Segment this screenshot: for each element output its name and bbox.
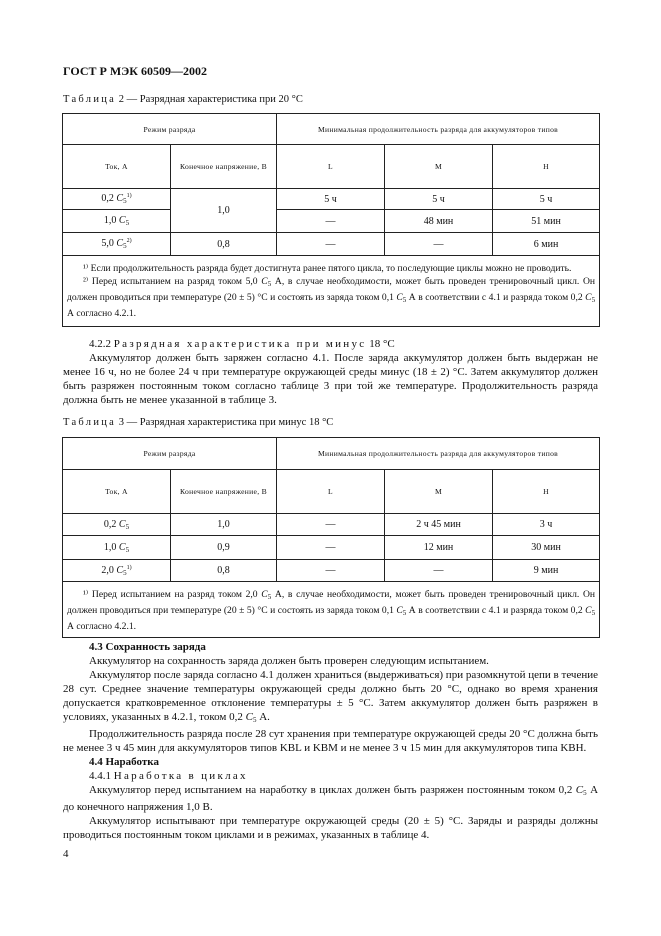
table2-caption-text: 2 — Разрядная характеристика при 20 °С [118,94,303,105]
table2-current-cell: 5,0 $C_5^{2)}$ [63,233,171,256]
table3-current-cell: 0,2 $C_5$ [63,514,171,536]
table2-current-cell: 1,0 $C_5$ [63,210,171,233]
table2-value-cell: 51 мин [493,210,600,233]
table3-voltage-cell: 0,9 [171,536,277,560]
table3-col-voltage: Конечное напряжение, В [171,470,277,514]
table2-value-cell: 48 мин [385,210,493,233]
table3-current-cell: 1,0 $C_5$ [63,536,171,560]
document-header: ГОСТ Р МЭК 60509—2002 [63,64,207,78]
table3-value-cell: — [277,514,385,536]
table3-col-type-m: M [385,470,493,514]
table2 [62,113,600,327]
table3-value-cell: — [277,536,385,560]
table3-voltage-cell: 0,8 [171,560,277,582]
table3 [62,437,600,638]
table3-voltage-cell: 1,0 [171,514,277,536]
section-4-3-heading: 4.3 Сохранность заряда [89,641,206,653]
table3-footnote-1: ¹⁾ Перед испытанием на разряд током 2,0 $C_5$ А, в случае необходимости, может быть проведен тренировочный цикл. Он должен проводиться при температуре (20 ± 5) °С и состоять из заряда током 0,1 $C_5$ А в соответствии с 4.1 и разряда током 0,2 $C_5$ А согласно 4.2.1. [67,589,596,632]
table3-col-current: Ток, А [63,470,171,514]
table2-col-type-l: L [277,145,385,189]
table2-footnotes [63,256,600,327]
table3-duration-header: Минимальная продолжительность разряда для аккумуляторов типов [277,438,600,470]
table-row [63,536,600,560]
section-4-4-heading: 4.4 Наработка [89,756,159,768]
table2-voltage-cell: 1,0 [171,189,277,233]
table3-current-cell: 2,0 $C_5^{1)}$ [63,560,171,582]
table2-value-cell: 5 ч [493,189,600,210]
table3-col-type-h: H [493,470,600,514]
table3-value-cell: 3 ч [493,514,600,536]
section-4-2-2 [63,337,598,407]
table-row [63,210,600,233]
table2-duration-header: Минимальная продолжительность разряда для аккумуляторов типов [277,114,600,145]
table3-mode-header: Режим разряда [63,438,277,470]
table3-value-cell: 9 мин [493,560,600,582]
section-4-3-p1: Аккумулятор на сохранность заряда должен быть проверен следующим испытанием. [89,655,489,667]
table2-caption-word: Таблица [63,94,117,105]
table3-caption-word: Таблица [63,417,117,428]
table2-mode-header: Режим разряда [63,114,277,145]
table2-value-cell: — [277,210,385,233]
table2-col-current: Ток, А [63,145,171,189]
section-4-4-1-p2: Аккумулятор испытывают при температуре окружающей среды (20 ± 5) °С. Заряды и разряды должны проводиться постоянным током циклами и в режимах, указанных в таблице 4. [63,815,598,841]
table2-col-type-m: M [385,145,493,189]
table2-value-cell: 5 ч [277,189,385,210]
section-4-3 [63,640,598,842]
table3-value-cell: 2 ч 45 мин [385,514,493,536]
table-row [63,514,600,536]
table2-col-voltage: Конечное напряжение, В [171,145,277,189]
section-4-2-2-heading: 4.2.2 Разрядная характеристика при минус 18 °С [89,338,395,350]
table3-col-type-l: L [277,470,385,514]
table3-value-cell: 30 мин [493,536,600,560]
section-4-4-1-heading: 4.4.1 Наработка в циклах [89,770,248,782]
table2-footnote-2: ²⁾ Перед испытанием на разряд током 5,0 $C_5$ А, в случае необходимости, может быть проведен тренировочный цикл. Он должен проводиться при температуре (20 ± 5) °С и состоять из заряда током 0,1 $C_5$ А в соответствии с 4.1 и разряда током 0,2 $C_5$ А согласно 4.2.1. [67,276,596,319]
table2-footnote-1: ¹⁾ Если продолжительность разряда будет достигнута ранее пятого цикла, то последующие циклы можно не проводить. [83,263,572,274]
table-row [63,560,600,582]
table2-col-type-h: H [493,145,600,189]
table3-value-cell: — [385,560,493,582]
table3-caption-text: 3 — Разрядная характеристика при минус 18 °С [118,417,334,428]
table3-value-cell: 12 мин [385,536,493,560]
table-row [63,189,600,210]
table3-value-cell: — [277,560,385,582]
table2-caption [63,94,303,105]
section-4-2-2-text: Аккумулятор должен быть заряжен согласно 4.1. После заряда аккумулятор должен быть выдержан не менее 16 ч, но не более 24 ч при температуре окружающей среды минус (18 ± 2) °С. Затем аккумулятор должен быть разряжен постоянным током согласно таблице 3 при той же температуре. Продолжительность разряда должна быть не менее указанной в таблице 3. [63,352,598,406]
table2-voltage-cell: 0,8 [171,233,277,256]
table-row [63,233,600,256]
table2-value-cell: 6 мин [493,233,600,256]
table2-value-cell: — [385,233,493,256]
table2-current-cell: 0,2 $C_5^{1)}$ [63,189,171,210]
table3-footnotes [63,582,600,638]
table3-caption [63,417,333,428]
section-4-3-p2: Аккумулятор после заряда согласно 4.1 должен храниться (выдерживаться) при разомкнутой цепи в течение 28 сут. Среднее значение температуры окружающей среды должно быть 20 °С, однако во время хранения допускается кратковременное отклонение температуры ± 5 °С. Затем аккумулятор должен быть разряжен в условиях, указанных в 4.2.1, током 0,2 $C_5$ А. [63,669,598,724]
page-number: 4 [63,848,69,860]
table2-value-cell: 5 ч [385,189,493,210]
table2-value-cell: — [277,233,385,256]
section-4-3-p3: Продолжительность разряда после 28 сут хранения при температуре окружающей среды 20 °С должна быть не менее 3 ч 45 мин для аккумуляторов типов KBL и KBM и не менее 3 ч 15 мин для аккумуляторов типа KBH. [63,728,598,754]
section-4-4-1-p1: Аккумулятор перед испытанием на наработку в циклах должен быть разряжен постоянным током 0,2 $C_5$ А до конечного напряжения 1,0 В. [63,784,599,813]
